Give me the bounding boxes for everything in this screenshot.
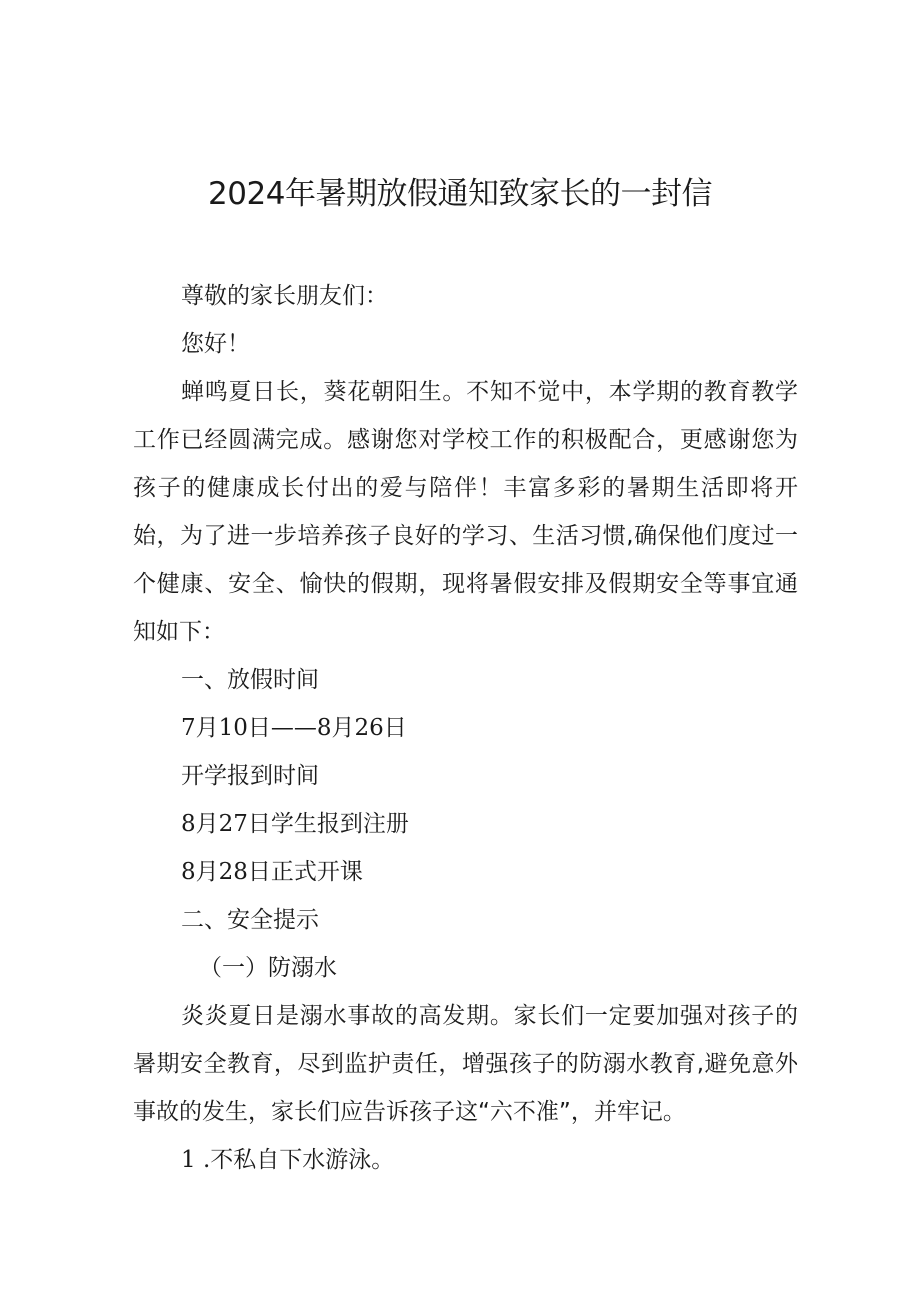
subsection-heading-drowning: （一）防溺水 [199, 955, 337, 981]
vacation-dates: 7月10日——8月26日 [181, 715, 407, 741]
drowning-paragraph: 炎炎夏日是溺水事故的高发期。家长们一定要加强对孩子的暑期安全教育，尽到监护责任，增强孩子的防溺水教育,避免意外事故的发生，家长们应告诉孩子这“六不准”，并牢记。 [133, 1003, 798, 1125]
letter-body [133, 272, 798, 1184]
section-heading-vacation-time: 一、放假时间 [181, 667, 319, 693]
document-title: 2024年暑期放假通知致家长的一封信 [208, 176, 712, 212]
intro-paragraph: 蝉鸣夏日长，葵花朝阳生。不知不觉中，本学期的教育教学工作已经圆满完成。感谢您对学校工作的积极配合，更感谢您为孩子的健康成长付出的爱与陪伴！丰富多彩的暑期生活即将开始，为了进一步培养孩子良好的学习、生活习惯,确保他们度过一个健康、安全、愉快的假期，现将暑假安排及假期安全等事宜通知如下： [133, 379, 798, 645]
class-start-date: 8月28日正式开课 [181, 859, 363, 885]
greeting: 您好！ [181, 331, 250, 357]
rule-item-1: 1 .不私自下水游泳。 [181, 1147, 395, 1173]
section-heading-safety: 二、安全提示 [181, 907, 319, 933]
registration-heading: 开学报到时间 [181, 763, 319, 789]
registration-date: 8月27日学生报到注册 [181, 811, 409, 837]
salutation: 尊敬的家长朋友们： [181, 283, 388, 309]
